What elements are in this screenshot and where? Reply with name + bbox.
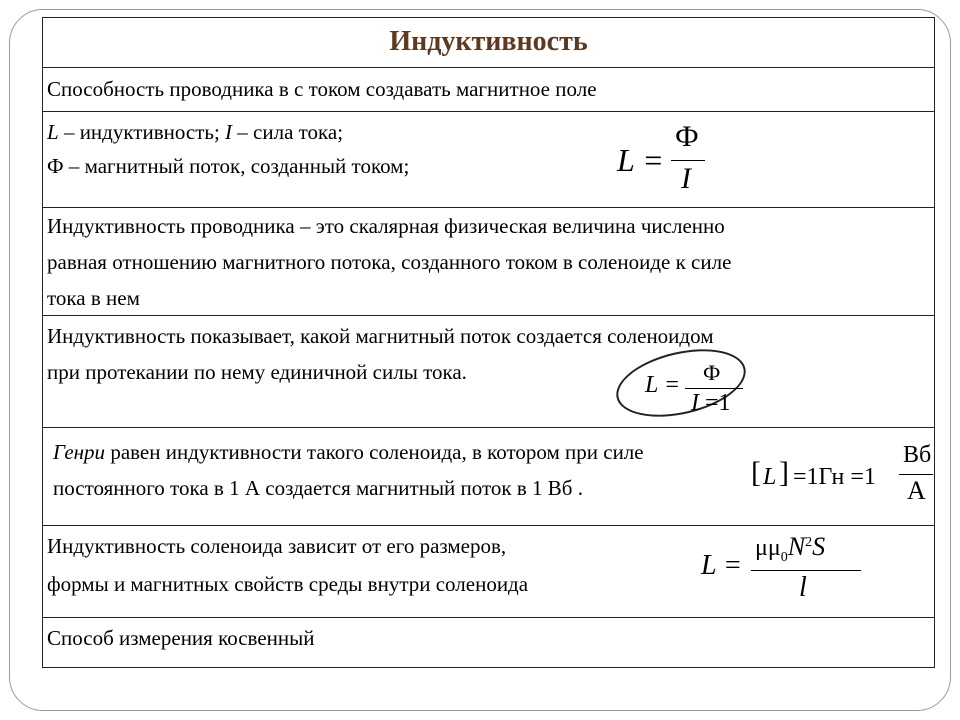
fraction-line — [685, 388, 743, 389]
definition-row — [43, 68, 934, 112]
fraction-line — [899, 474, 933, 475]
slide-frame — [9, 9, 951, 711]
fraction-line — [671, 160, 705, 161]
solenoid-line-2: формы и магнитных свойств среды внутри соленоида — [47, 572, 529, 596]
scalar-line-3: тока в нем — [47, 286, 140, 310]
notation-line-2: Ф – магнитный поток, созданный током; — [47, 154, 410, 178]
solenoid-line-1: Индуктивность соленоида зависит от его размеров, — [47, 534, 507, 558]
table-title: Индуктивность — [389, 26, 588, 57]
definition-text: Способность проводника в с током создавать магнитное поле — [47, 77, 597, 101]
measurement-text: Способ измерения косвенный — [47, 626, 315, 650]
solenoid-row: Индуктивность соленоида зависит от его размеров, формы и магнитных свойств среды внутри соленоида L = $\mu\mu_0N^2S$ l — [43, 526, 934, 618]
meaning-row: Индуктивность показывает, какой магнитный поток создается соленоидом при протекании по нему единичной силы тока. L = Ф I =1 — [43, 316, 934, 428]
fraction-line — [751, 570, 861, 571]
notation-row: L – индуктивность; I – сила тока; Ф – магнитный поток, созданный током; L = Ф I — [43, 112, 934, 208]
title-row — [43, 18, 934, 68]
henry-line-2: постоянного тока в 1 А создается магнитный поток в 1 Вб . — [53, 476, 583, 500]
meaning-line-2: при протекании по нему единичной силы тока. — [47, 360, 467, 384]
scalar-definition-row — [43, 208, 934, 316]
inductance-table — [42, 17, 935, 668]
henry-line-1: Генри равен индуктивности такого соленоида, в котором при силе — [53, 440, 644, 464]
scalar-line-2: равная отношению магнитного потока, созданного током в соленоиде к силе — [47, 250, 732, 274]
scalar-line-1: Индуктивность проводника – это скалярная физическая величина численно — [47, 214, 725, 238]
notation-line-1: L – индуктивность; I – сила тока; — [47, 120, 344, 144]
meaning-line-1: Индуктивность показывает, какой магнитный поток создается соленоидом — [47, 324, 714, 348]
henry-row: Генри равен индуктивности такого соленоида, в котором при силе постоянного тока в 1 А создается магнитный поток в 1 Вб . [ L ] =1Гн =1 Вб А — [43, 428, 934, 526]
measurement-row — [43, 618, 934, 667]
